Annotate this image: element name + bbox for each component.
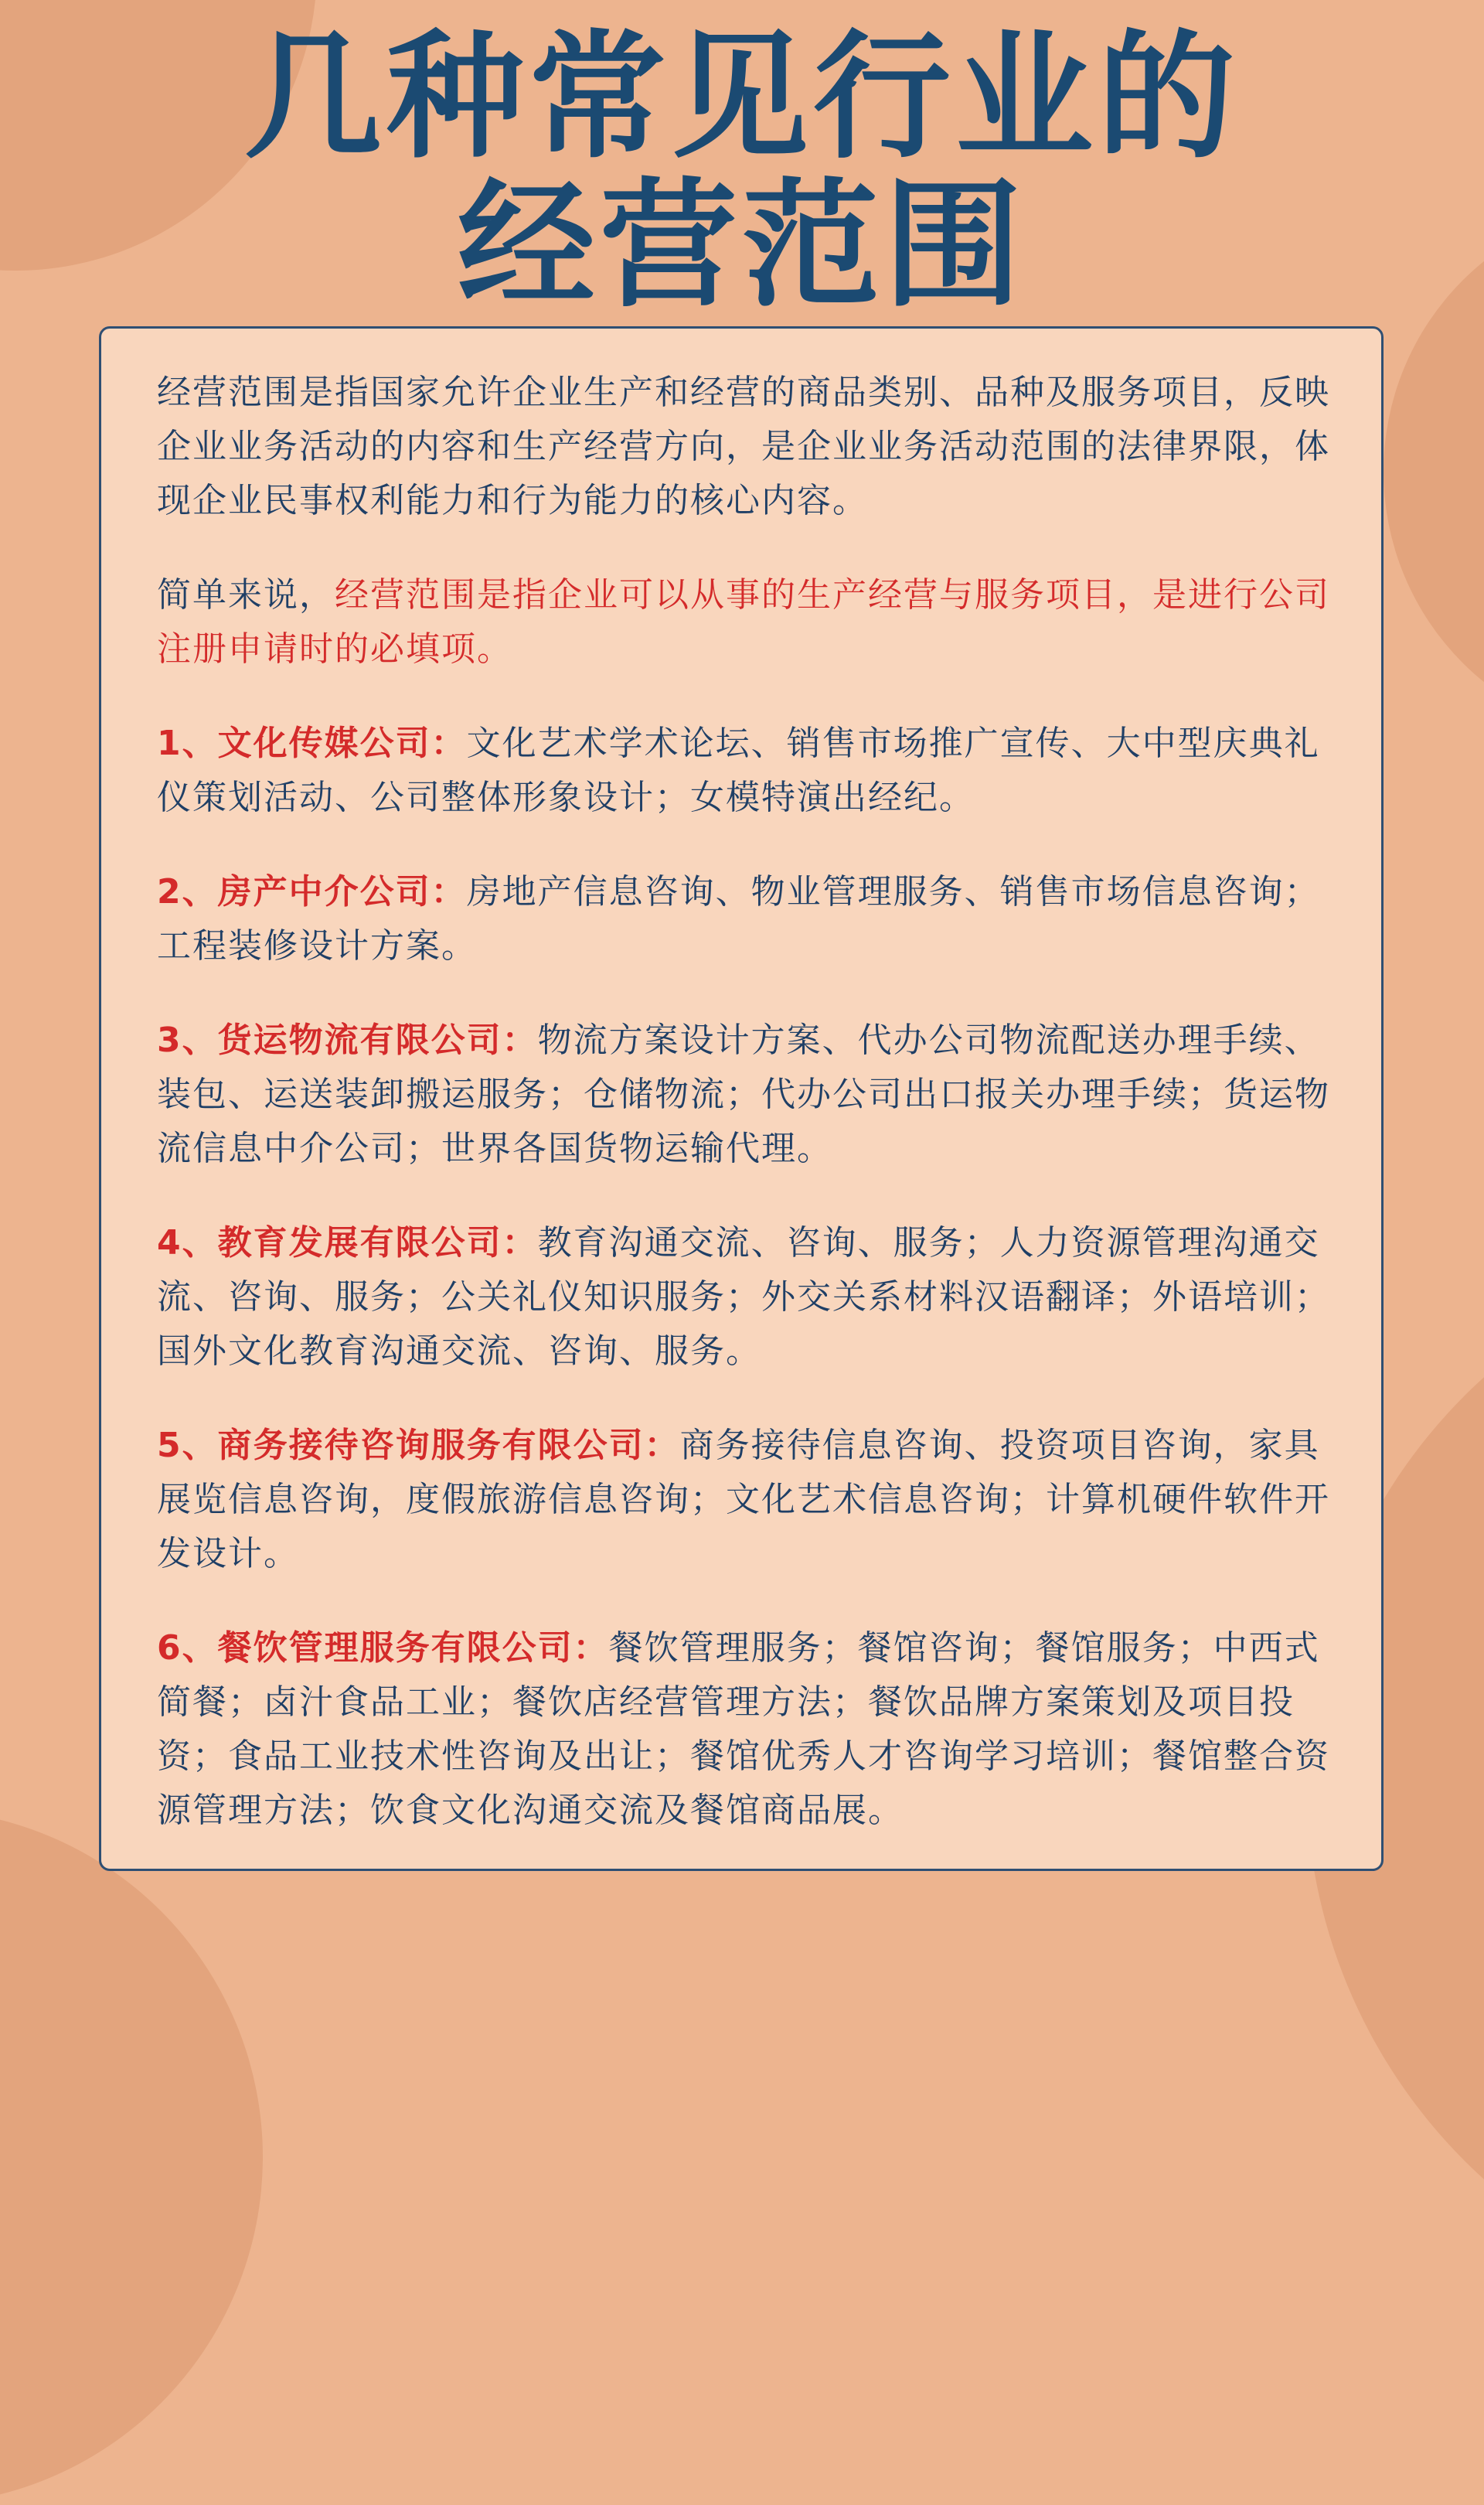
summary-paragraph [157, 568, 1338, 677]
item-text: 商务接待信息咨询、投资项目咨询，家具展览信息咨询，度假旅游信息咨询；文化艺术信息咨询；计算机硬件软件开发设计。 [157, 1426, 1330, 1573]
list-item-logistics [157, 1014, 1338, 1176]
decorative-circle-bottom-left [0, 1809, 263, 2505]
list-item-catering [157, 1621, 1338, 1838]
item-label: 2、房产中介公司： [157, 872, 467, 912]
item-text: 房地产信息咨询、物业管理服务、销售市场信息咨询；工程装修设计方案。 [157, 872, 1320, 966]
intro-paragraph: 经营范围是指国家允许企业生产和经营的商品类别、品种及服务项目，反映企业业务活动的内容和生产经营方向，是企业业务活动范围的法律界限，体现企业民事权利能力和行为能力的核心内容。 [157, 373, 1330, 520]
item-label: 4、教育发展有限公司： [157, 1223, 538, 1263]
item-label: 1、文化传媒公司： [157, 724, 467, 763]
page-title [0, 17, 1484, 325]
item-label: 5、商务接待咨询服务有限公司： [157, 1426, 680, 1465]
item-text: 文化艺术学术论坛、销售市场推广宣传、大中型庆典礼仪策划活动、公司整体形象设计；女模特演出经纪。 [157, 724, 1320, 817]
list-item-real-estate [157, 865, 1338, 973]
summary-highlight: 经营范围是指企业可以从事的生产经营与服务项目，是进行公司注册申请时的必填项。 [157, 575, 1330, 669]
list-item-culture-media [157, 717, 1338, 825]
title-line-2: 经营范围 [458, 165, 1026, 325]
list-item-business-consulting [157, 1419, 1338, 1581]
item-text: 物流方案设计方案、代办公司物流配送办理手续、装包、运送装卸搬运服务；仓储物流；代办公司出口报关办理手续；货运物流信息中介公司；世界各国货物运输代理。 [157, 1021, 1330, 1168]
list-item-education [157, 1216, 1338, 1379]
summary-prefix: 简单来说， [157, 575, 335, 615]
title-line-1: 几种常见行业的 [244, 17, 1240, 177]
item-text: 餐饮管理服务；餐馆咨询；餐馆服务；中西式简餐；卤汁食品工业；餐饮店经营管理方法；餐饮品牌方案策划及项目投资；食品工业技术性咨询及出让；餐馆优秀人才咨询学习培训；餐馆整合资源管理方法；饮食文化沟通交流及餐馆商品展。 [157, 1628, 1330, 1830]
item-text: 教育沟通交流、咨询、服务；人力资源管理沟通交流、咨询、服务；公关礼仪知识服务；外交关系材料汉语翻译；外语培训；国外文化教育沟通交流、咨询、服务。 [157, 1223, 1330, 1371]
item-label: 3、货运物流有限公司： [157, 1021, 538, 1060]
item-label: 6、餐饮管理服务有限公司： [157, 1628, 609, 1668]
content-panel [99, 326, 1384, 1871]
